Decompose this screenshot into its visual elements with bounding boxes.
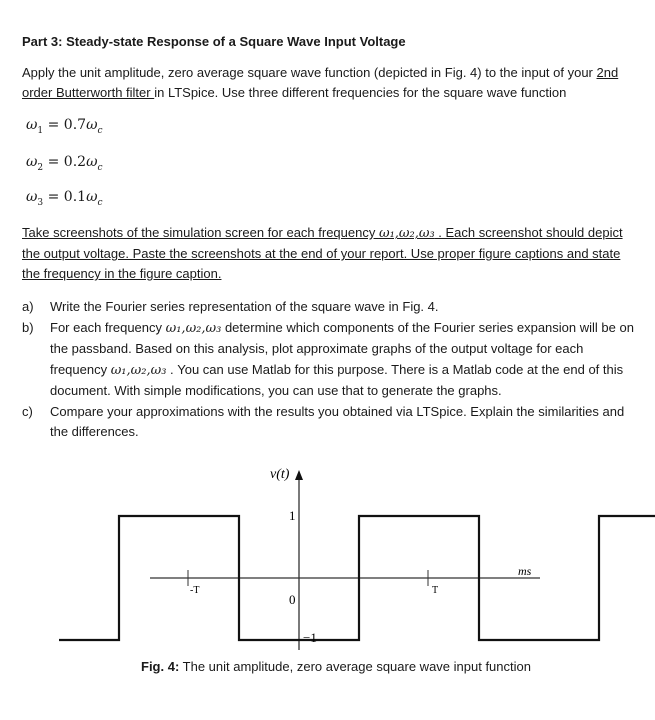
- label-period: T: [432, 585, 439, 596]
- task-item-a: a) Write the Fourier series representation of the square wave in Fig. 4.: [22, 299, 439, 314]
- butterworth-filter-underlined: 2nd order Butterworth filter: [22, 65, 619, 100]
- frequency-equation-1: $\omega_1 = 0.7\omega_c$: [26, 117, 103, 136]
- label-high: 1: [289, 508, 296, 523]
- frequency-equation-3: $\omega_3 = 0.1\omega_c$: [26, 189, 103, 208]
- frequency-equation-2: $\omega_2 = 0.2\omega_c$: [26, 154, 103, 173]
- y-axis-label: v(t): [270, 467, 290, 482]
- task-item-b: b) For each frequency ω₁,ω₂,ω₃ determine which components of the Fourier series expansion will be on the passband. Based on this analysis, plot approximate graphs of the output voltage for each frequency ω₁,ω₂,ω₃ . You can use Matlab for this purpose. There is a Matlab code at the end of this document. With simple modifications, you can use that to generate the graphs.: [22, 319, 634, 398]
- y-axis-arrow: [295, 470, 303, 480]
- figure-caption: Fig. 4: The unit amplitude, zero average square wave input function: [141, 659, 531, 674]
- label-neg-period: -T: [190, 585, 200, 596]
- section-heading: Part 3: Steady-state Response of a Square Wave Input Voltage: [22, 34, 406, 49]
- x-axis-unit: ms: [518, 564, 532, 578]
- intro-paragraph: Apply the unit amplitude, zero average square wave function (depicted in Fig. 4) to the input of your 2nd order Butterworth filter in LTSpice. Use three different frequencies for the square wave function: [22, 65, 619, 100]
- label-low: −1: [303, 630, 317, 645]
- task-item-c: c) Compare your approximations with the results you obtained via LTSpice. Explain the similarities and the differences.: [22, 403, 625, 439]
- screenshot-instructions: Take screenshots of the simulation screen for each frequency ω₁,ω₂,ω₃ . Each screenshot should depict the output voltage. Paste the screenshots at the end of your report. Use proper figure captions and state the frequency in the figure caption.: [22, 225, 623, 281]
- label-zero: 0: [289, 592, 296, 607]
